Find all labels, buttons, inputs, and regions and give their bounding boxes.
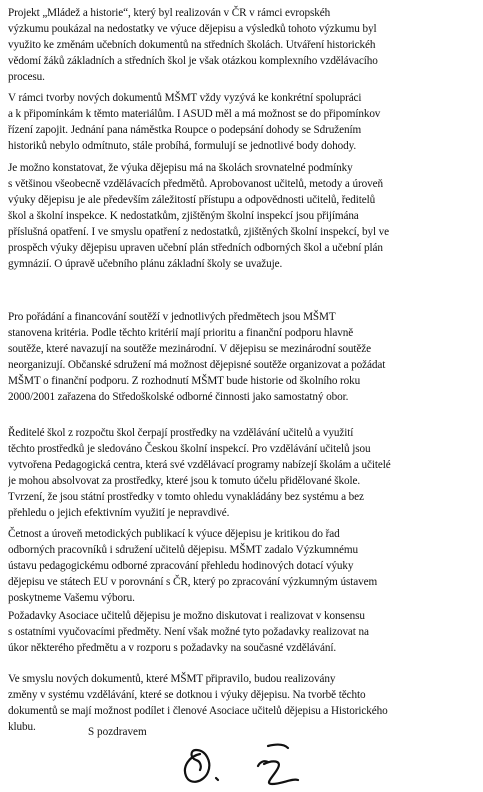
text-line: úkor některého předmětu a v rozporu s požadavky na současné vzdělávání. [8,642,337,654]
text-line: řízení zapojit. Jednání pana náměstka Roupce o podepsání dohody se Sdružením [8,124,362,136]
text-line: vytvořena Pedagogická centra, která své vzdělávací programy nabízejí školám a učitelé [8,459,391,471]
closing-salutation: S pozdravem [88,726,147,738]
text-line: historiků nebylo odmítnuto, stále probíhá, formulují se jednotlivé body dohody. [8,140,357,152]
text-line: přehledu o jejich efektivním využití je nepravdivé. [8,507,230,519]
text-line: využito ke změnám učebních dokumentů na středních školách. Utváření historickéh [8,39,376,51]
text-line: Projekt „Mládež a historie“, který byl realizován v ČR v rámci evropskéh [8,7,331,19]
text-line: neorganizují. Občanské sdružení má možnost dějepisné soutěže organizovat a požádat [8,359,386,371]
text-line: je mohou absolvovat za prostředky, které jsou k tomuto účelu přidělované škole. [8,475,361,487]
text-line: příslušná opatření. I ve smyslu opatření z nedostatků, zjištěných školní inspekcí, byl ve [8,226,390,238]
text-line: soutěže, které navazují na soutěže mezinárodní. V dějepisu se mezinárodní soutěže [8,343,372,355]
paragraph-nove-dokumenty [8,671,470,735]
paragraph-vyuka-dejepisu [8,160,470,272]
text-line: vědomí žáků základních a středních škol je však otázkou komplexního vzdělávacího [8,55,378,67]
text-line: těchto prostředků je sledováno Českou školní inspekcí. Pro vzdělávání učitelů jsou [8,443,371,455]
text-line: MŠMT o finanční podporu. Z rozhodnutí MŠMT bude historie od školního roku [8,375,361,387]
paragraph-pozadavky-asociace [8,608,470,656]
text-line: odborných pracovníků i sdružení učitelů dějepisu. MŠMT zadalo Výzkumnému [8,544,359,556]
text-line: změny v systému vzdělávání, které se dotknou i výuky dějepisu. Na tvorbě těchto [8,689,366,701]
text-line: Pro pořádání a financování soutěží v jednotlivých předmětech jsou MŠMT [8,311,336,323]
text-line: s ostatními vyučovacími předměty. Není však možné tyto požadavky realizovat na [8,626,369,638]
text-line: prospěch výuky dějepisu upraven učební plán středních odborných škol a učební plán [8,242,383,254]
paragraph-metodicke-publikace [8,526,470,606]
text-line: s většinou všeobecně vzdělávacích předmětů. Aprobovanost učitelů, metody a úroveň [8,178,383,190]
text-line: dokumentů se mají možnost podílet i členové Asociace učitelů dějepisu a Historického [8,705,388,717]
text-line: stanovena kritéria. Podle těchto kritérií mají prioritu a finanční podporu hlavně [8,327,354,339]
text-line: 2000/2001 zařazena do Středoškolské odborné činnosti jako samostatný obor. [8,391,349,403]
text-line: výzkumu poukázal na nedostatky ve výuce dějepisu a výsledků tohoto výzkumu byl [8,23,377,35]
text-line: Tvrzení, že jsou státní prostředky v tomto ohledu vynakládány bez systému a bez [8,491,364,503]
text-line: výuky dějepisu je ale především záležitostí přístupu a odpovědnosti učitelů, ředitelů [8,194,376,206]
text-line: a k připomínkám k těmto materiálům. I ASUD měl a má možnost se do připomínkov [8,108,381,120]
handwritten-signature [160,736,340,792]
paragraph-mladez-a-historie [8,5,470,85]
text-line: Ředitelé škol z rozpočtu škol čerpají prostředky na vzdělávání učitelů a využití [8,427,354,439]
text-line: Je možno konstatovat, že výuka dějepisu má na školách srovnatelné podmínky [8,162,353,174]
text-line: poskytneme Vašemu výboru. [8,592,135,604]
paragraph-vzdelavani-ucitelu [8,425,470,521]
text-line: gymnázií. O úpravě učebního plánu základní školy se uvažuje. [8,258,283,270]
text-line: škol a školní inspekce. K nedostatkům, zjištěným školní inspekcí jsou přijímána [8,210,359,222]
paragraph-tvorba-dokumentu [8,90,470,154]
text-line: dějepisu ve státech EU v porovnání s ČR, který po zpracování výzkumným ústavem [8,576,378,588]
text-line: ústavu pedagogickému odborné zpracování přehledu hodinových dotací výuky [8,560,354,572]
text-line: Požadavky Asociace učitelů dějepisu je možno diskutovat i realizovat v konsensu [8,610,365,622]
paragraph-souteze [8,309,470,405]
text-line: Četnost a úroveň metodických publikací k výuce dějepisu je kritikou do řad [8,528,340,540]
text-line: procesu. [8,71,45,83]
text-line: V rámci tvorby nových dokumentů MŠMT vždy vyzývá ke konkrétní spolupráci [8,92,362,104]
text-line: Ve smyslu nových dokumentů, které MŠMT připravilo, budou realizovány [8,673,336,685]
text-line: klubu. [8,721,36,733]
